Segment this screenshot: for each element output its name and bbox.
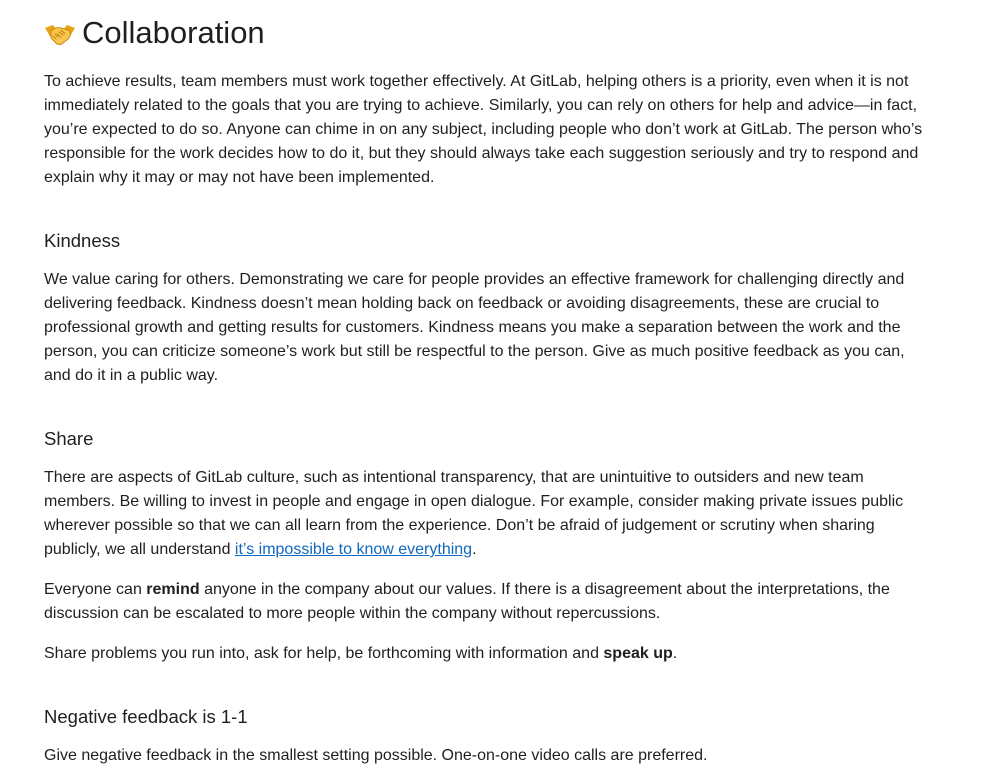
share-paragraph-3-after: . [672, 645, 678, 662]
share-paragraph-1-end: . [472, 541, 477, 558]
share-paragraph-3 [44, 642, 929, 666]
handshake-icon [44, 22, 76, 46]
share-paragraph-2 [44, 578, 929, 626]
share-paragraph-1 [44, 466, 929, 562]
section-heading-kindness: Kindness [44, 230, 121, 251]
share-paragraph-2-after: anyone in the company about our values. If there is a disagreement about the interpretations, the discussion can be escalated to more people within the company without repercussions. [44, 581, 890, 622]
share-paragraph-2-before: Everyone can [44, 581, 147, 598]
share-paragraph-1-text: There are aspects of GitLab culture, such as intentional transparency, that are unintuitive to outsiders and new team members. Be willing to invest in people and engage in open dialogue. For example, consider making private issues public wherever possible so that we can all learn from the experience. Don’t be afraid of judgement or scrutiny when sharing publicly, we all understand [44, 469, 904, 558]
remind-emphasis: remind [146, 581, 200, 598]
section-heading-share: Share [44, 428, 94, 449]
intro-paragraph: To achieve results, team members must work together effectively. At GitLab, helping others is a priority, even when it is not immediately related to the goals that you are trying to achieve. Similarly, you can rely on others for help and advice—in fact, you’re expected to do so. Anyone can chime in on any subject, including people who don’t work at GitLab. The person who’s responsible for the work decides how to do it, but they should always take each suggestion seriously and try to respond and explain why it may or may not have been implemented. [44, 73, 923, 186]
kindness-paragraph: We value caring for others. Demonstrating we care for people provides an effective framework for challenging directly and delivering feedback. Kindness doesn’t mean holding back on feedback or avoiding disagreements, these are crucial to professional growth and getting results for customers. Kindness means you make a separation between the work and the person, you can criticize someone’s work but still be respectful to the person. Give as much positive feedback as you can, and do it in a public way. [44, 271, 905, 384]
page-title [44, 14, 929, 52]
share-paragraph-3-before: Share problems you run into, ask for help, be forthcoming with information and [44, 645, 604, 662]
page-title-text: Collaboration [82, 15, 265, 50]
speak-up-emphasis: speak up [603, 645, 673, 662]
impossible-to-know-everything-link[interactable]: it’s impossible to know everything [234, 541, 473, 558]
section-heading-negative-feedback: Negative feedback is 1-1 [44, 706, 248, 727]
negative-feedback-paragraph: Give negative feedback in the smallest setting possible. One-on-one video calls are preferred. [44, 747, 708, 764]
article [44, 14, 929, 784]
